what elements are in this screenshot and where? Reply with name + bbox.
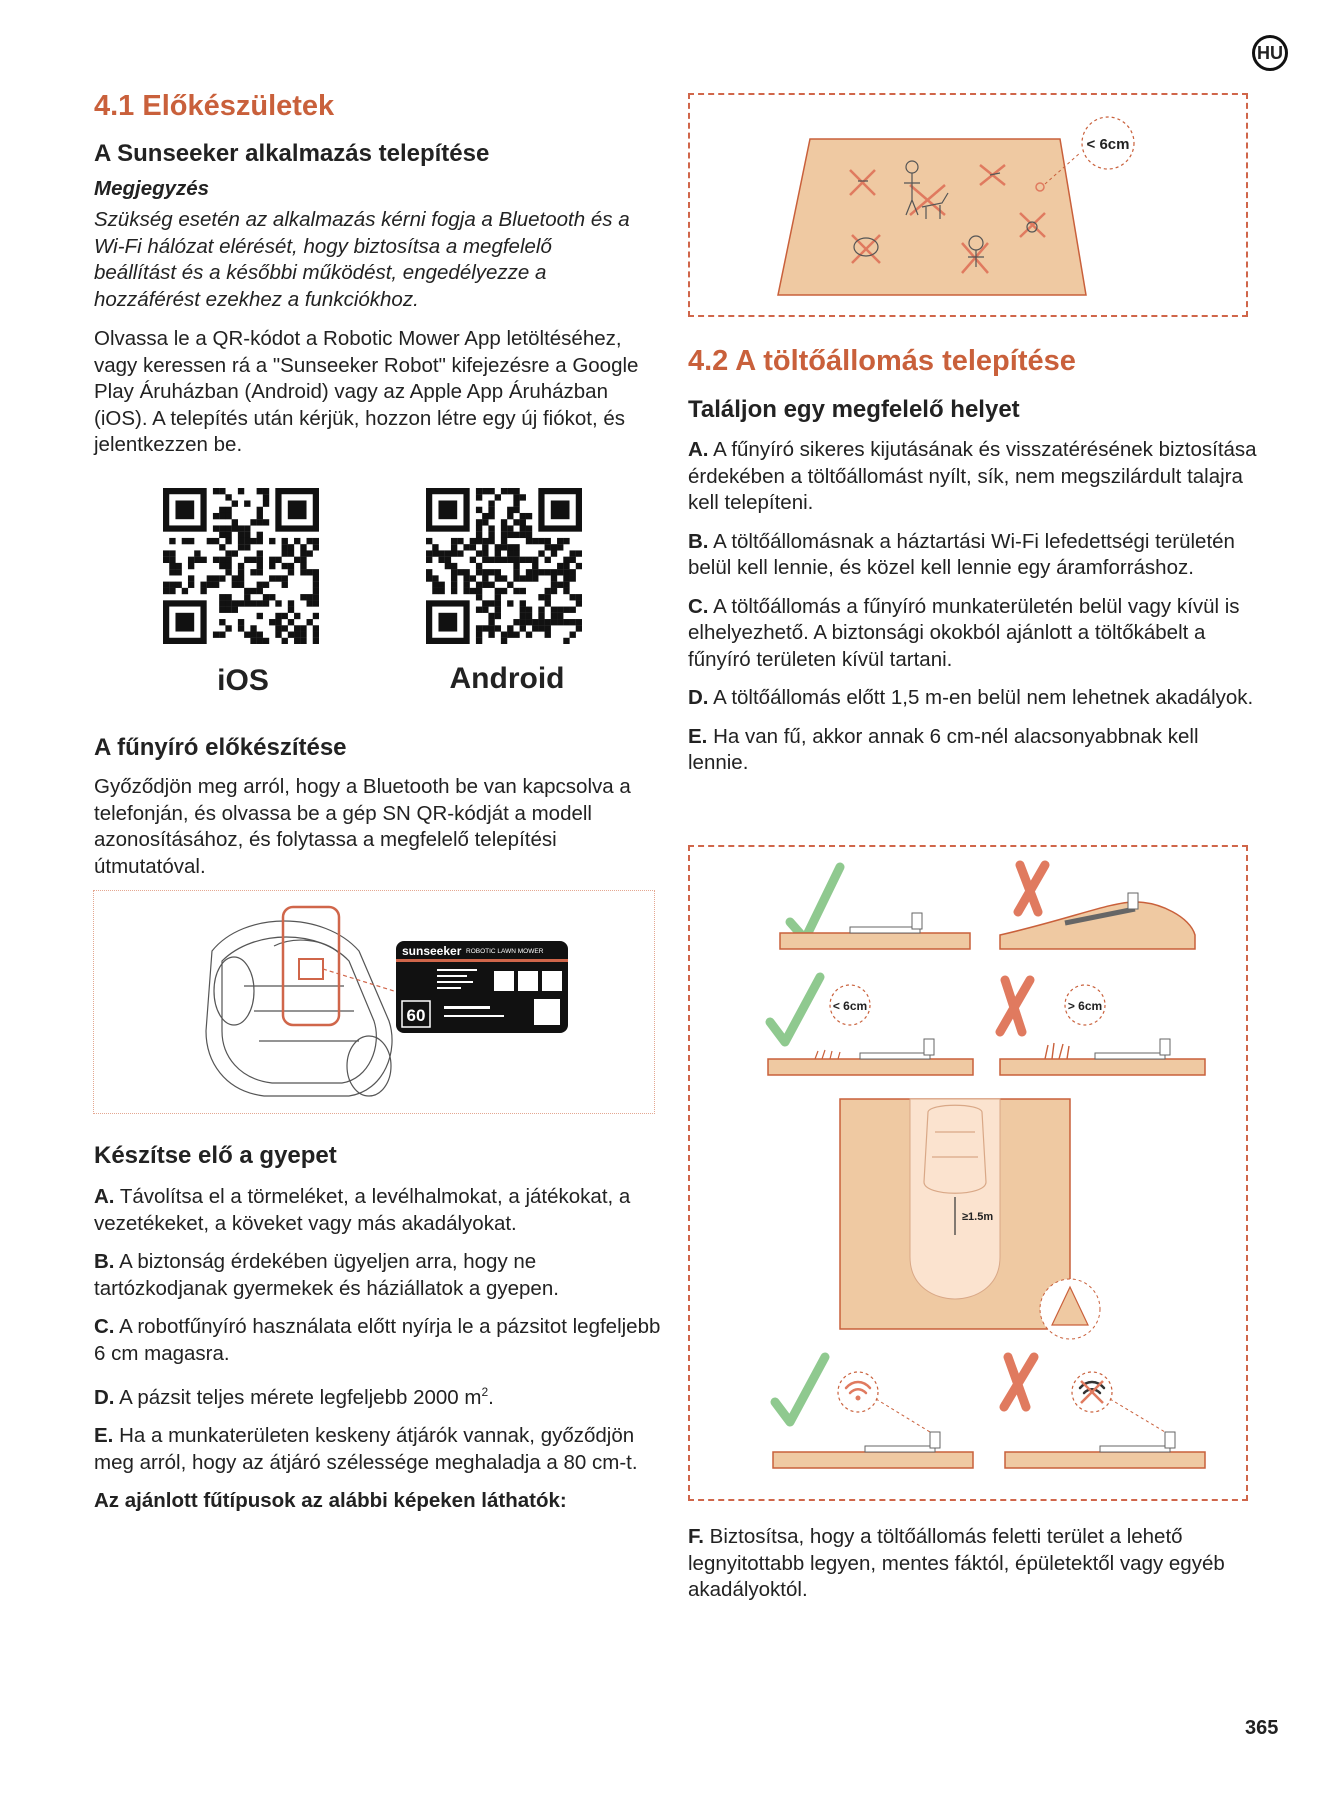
app-install-text: Olvassa le a QR-kódot a Robotic Mower App letöltéséhez, vagy keressen rá a "Sunseeker Robot" kifejezésre a Google Play Áruházban (Android) vagy az Apple App Áruházban (iOS). A telepítés után kérjük, hozzon létre egy új fiókot, és jelentkezzen be.	[94, 327, 639, 456]
location-item-c: C. A töltőállomás a fűnyíró munkaterületén belül vagy kívül is elhelyezhető. A biztonsági okokból ajánlott a töltőkábelt a fűnyíró területen kívül tartani.	[688, 594, 1240, 671]
note-label: Megjegyzés	[94, 177, 210, 200]
label-model: ROBOTIC LAWN MOWER	[466, 948, 544, 955]
qr-code-android[interactable]	[426, 488, 582, 644]
obstacles-illustration	[690, 95, 1246, 315]
lawn-item-d: D. A pázsit teljes mérete legfeljebb 2000 $m^2$.	[94, 1385, 494, 1409]
clearance-label: ≥1.5m	[962, 1211, 994, 1223]
section-title-preparation: 4.1 Előkészületek	[94, 90, 335, 122]
grass-height-label: < 6cm	[1086, 136, 1130, 153]
lawn-prep-heading: Készítse elő a gyepet	[94, 1142, 337, 1169]
location-heading: Találjon egy megfelelő helyet	[688, 396, 1020, 423]
check-icon	[790, 867, 840, 939]
qr-code-ios[interactable]	[163, 488, 319, 644]
check-icon	[775, 1357, 825, 1422]
language-badge: HU	[1252, 35, 1288, 71]
location-item-b: B. A töltőállomásnak a háztartási Wi-Fi lefedettségi területén belül kell lennie, és közel kell lennie egy áramforráshoz.	[688, 529, 1235, 579]
qr-ios-label: iOS	[217, 664, 269, 697]
check-icon	[770, 977, 820, 1042]
grass-bad-label: > 6cm	[1067, 999, 1103, 1013]
mower-prep-heading: A fűnyíró előkészítése	[94, 734, 347, 761]
cross-icon	[1004, 1357, 1034, 1407]
lawn-item-b: B. A biztonság érdekében ügyeljen arra, hogy ne tartózkodjanak gyermekek és háziállatok a gyepen.	[94, 1250, 559, 1300]
cross-icon	[1018, 865, 1045, 912]
page-number: 365	[1245, 1717, 1279, 1739]
lawn-obstacles-diagram	[688, 93, 1248, 317]
mower-sketch	[94, 891, 654, 1113]
qr-pattern	[163, 488, 319, 644]
app-install-heading: A Sunseeker alkalmazás telepítése	[94, 140, 490, 167]
location-item-a: A. A fűnyíró sikeres kijutásának és visszatérésének biztosítása érdekében a töltőállomást nyílt, sík, nem megszilárdult talajra kell telepíteni.	[688, 438, 1257, 514]
lawn-item-e: E. Ha a munkaterületen keskeny átjárók vannak, győződjön meg arról, hogy az átjáró szélessége meghaladja a 80 cm-t.	[94, 1424, 638, 1474]
qr-android-label: Android	[449, 662, 565, 695]
placement-diagram	[688, 845, 1248, 1501]
location-item-d: D. A töltőállomás előtt 1,5 m-en belül nem lehetnek akadályok.	[688, 686, 1254, 709]
grass-types-note: Az ajánlott fűtípusok az alábbi képeken láthatók:	[94, 1489, 567, 1513]
location-list	[688, 437, 1258, 777]
mower-label-illustration	[93, 890, 655, 1114]
qr-pattern	[426, 488, 582, 644]
note-text: Szükség esetén az alkalmazás kérni fogja a Bluetooth és a Wi-Fi hálózat elérését, hogy biztosítsa a megfelelő beállítást és a későbbi működést, engedélyezze a hozzáférést ezekhez a funkciókhoz.	[94, 208, 630, 311]
lawn-item-c: C. A robotfűnyíró használata előtt nyírja le a pázsitot legfeljebb 6 cm magasra.	[94, 1315, 661, 1365]
label-brand: sunseeker	[402, 944, 462, 958]
cross-icon	[1000, 980, 1030, 1032]
placement-illustration	[690, 847, 1246, 1499]
lawn-item-a: A. Távolítsa el a törmeléket, a levélhalmokat, a játékokat, a vezetékeket, a köveket vagy más akadályokat.	[94, 1185, 631, 1235]
grass-ok-label: < 6cm	[832, 999, 868, 1013]
lwa-value: 60	[406, 1006, 426, 1025]
location-item-f: F. Biztosítsa, hogy a töltőállomás feletti terület a lehető legnyitottabb legyen, mentes fáktól, épületektől vagy egyéb akadályoktól.	[688, 1525, 1225, 1601]
section-title-charging-station: 4.2 A töltőállomás telepítése	[688, 345, 1076, 377]
mower-prep-text: Győződjön meg arról, hogy a Bluetooth be van kapcsolva a telefonján, és olvassa be a gép SN QR-kódját a modell azonosításához, és folytassa a megfelelő telepítési útmutatóval.	[94, 775, 631, 878]
lawn-prep-list	[94, 1184, 664, 1515]
location-item-e: E. Ha van fű, akkor annak 6 cm-nél alacsonyabbnak kell lennie.	[688, 724, 1199, 774]
